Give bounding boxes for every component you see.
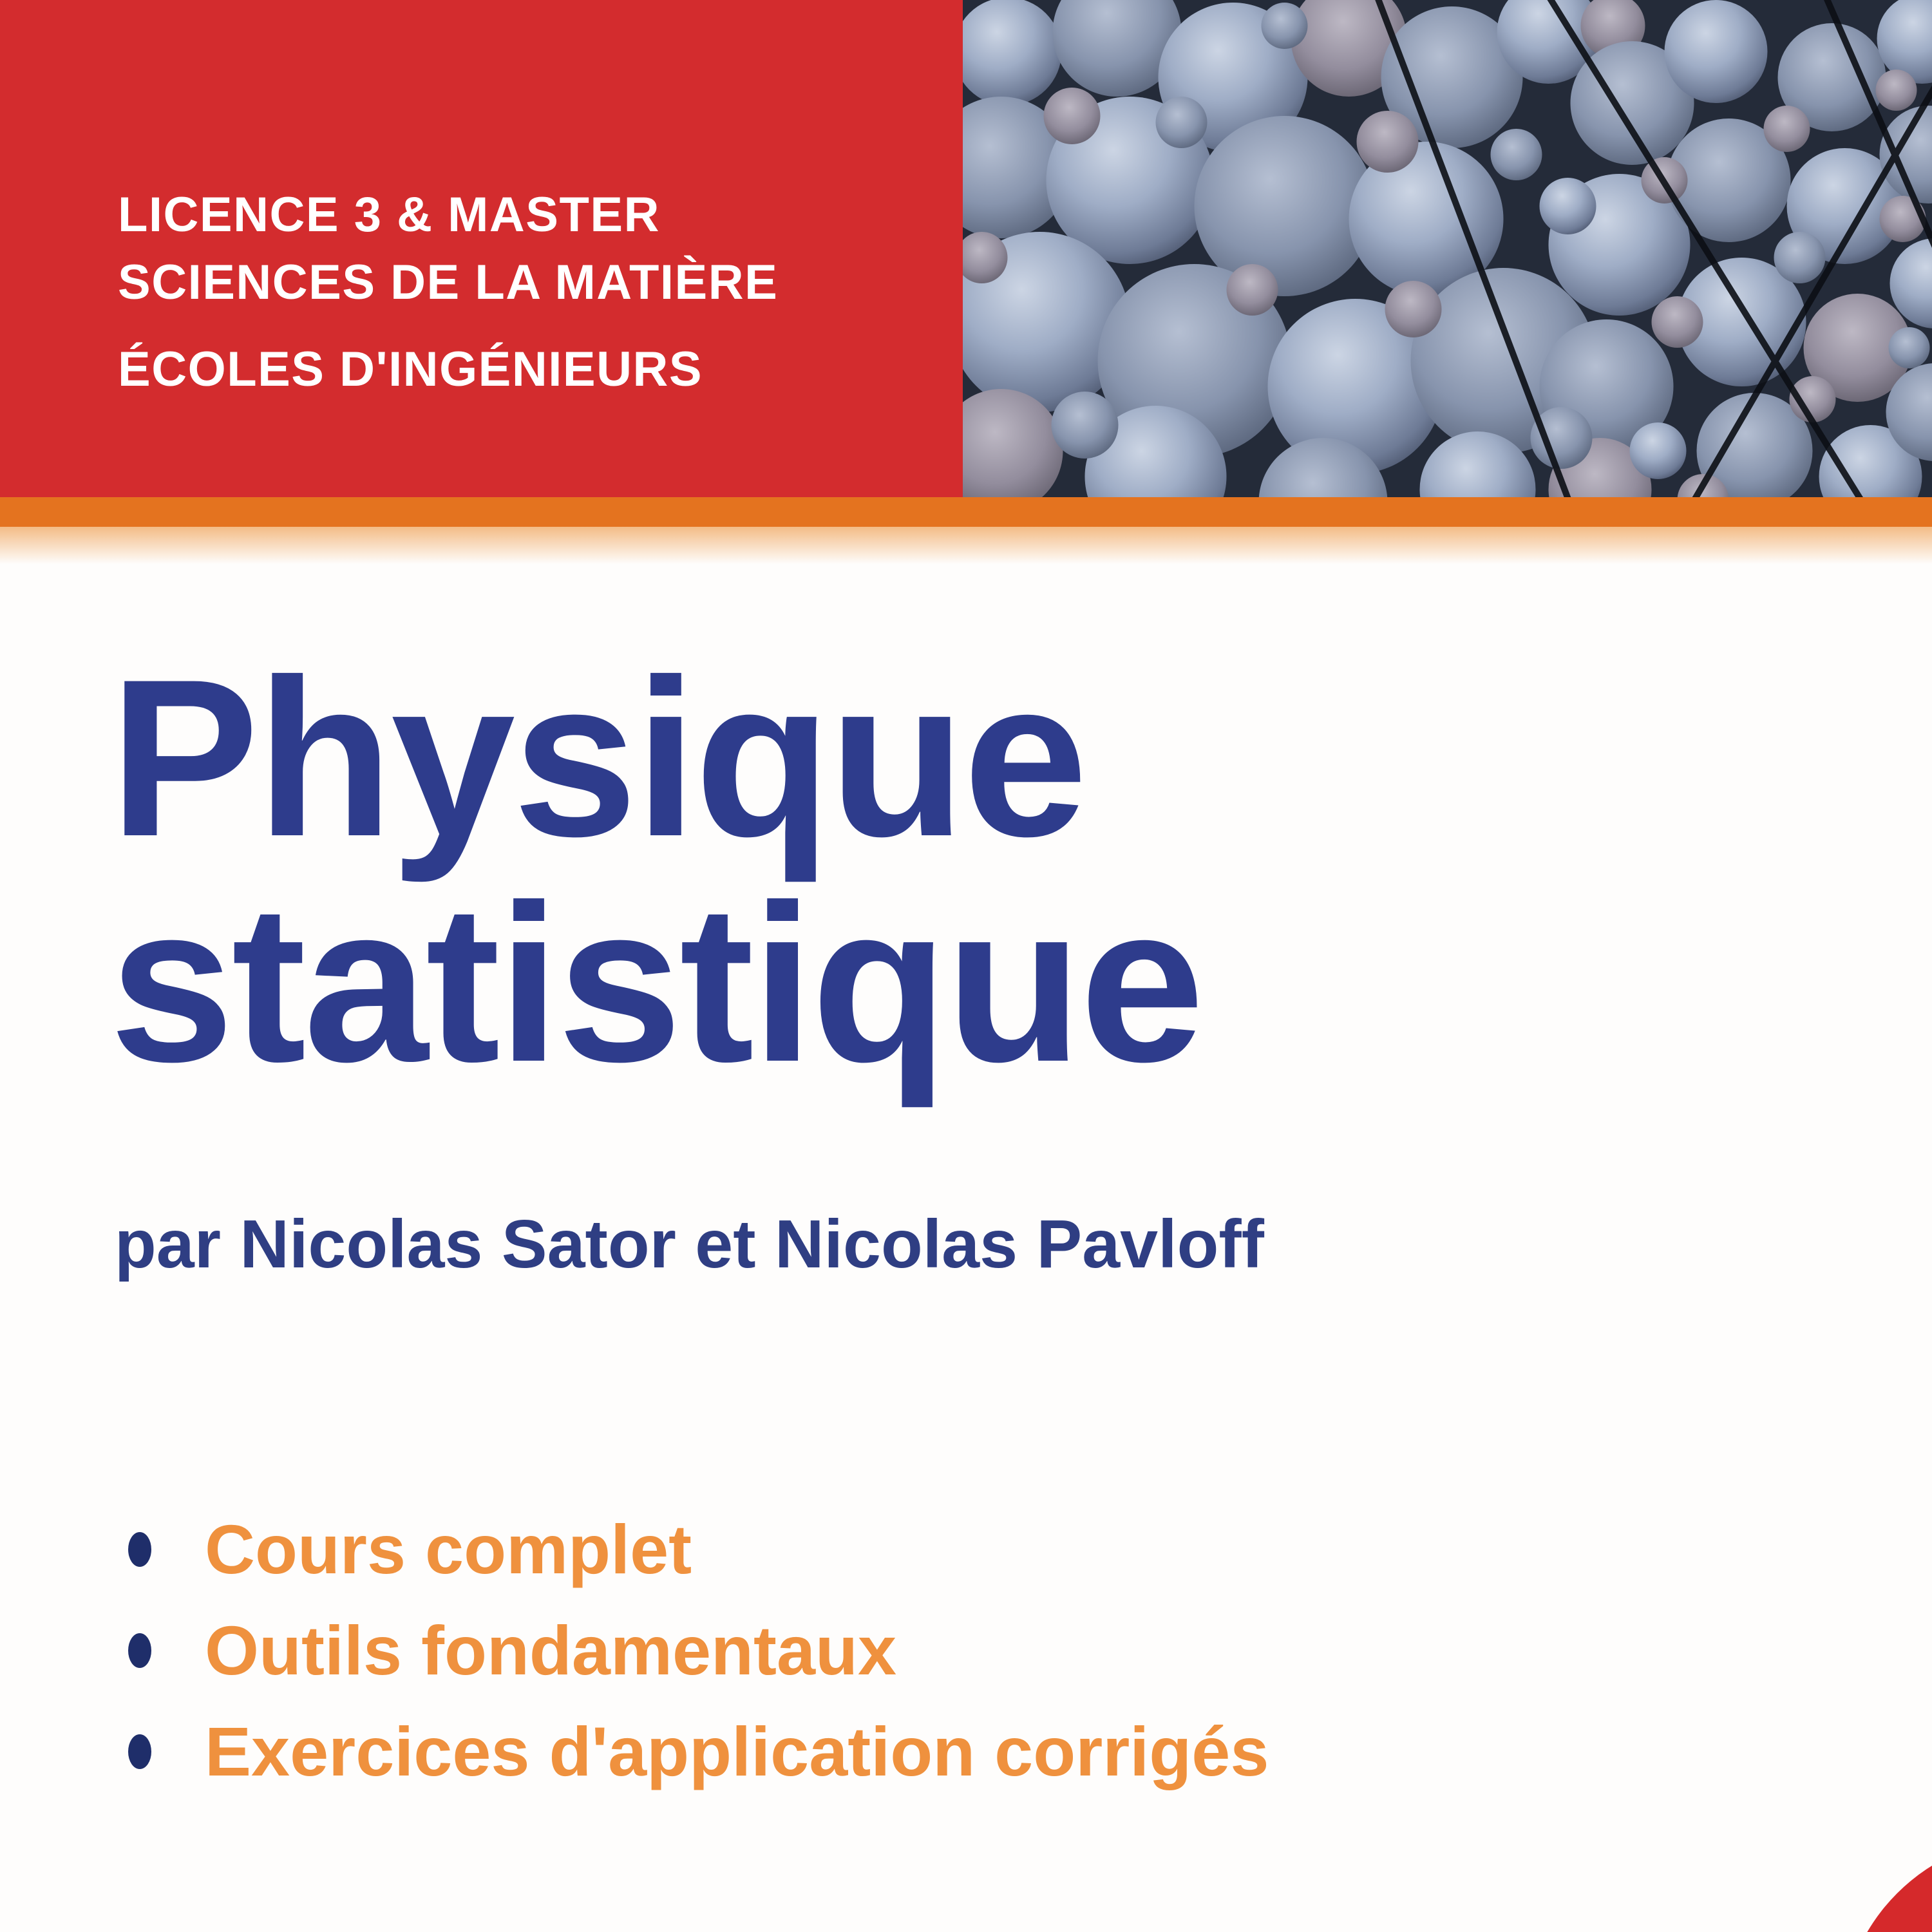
author-line: par Nicolas Sator et Nicolas Pavloff	[115, 1206, 1264, 1282]
feature-item-exercices	[128, 1713, 1269, 1791]
feature-label: Exercices d'application corrigés	[205, 1712, 1269, 1790]
category-banner	[0, 0, 963, 497]
book-title-line1: Physique	[109, 632, 1086, 883]
orange-divider-fade	[0, 527, 1932, 564]
feature-label: Outils fondamentaux	[205, 1611, 897, 1689]
banner-line-ecoles: ÉCOLES D'INGÉNIEURS	[118, 342, 703, 397]
category-banner-text	[118, 187, 779, 397]
bullet-icon	[128, 1532, 151, 1567]
publisher-logo-circle	[1841, 1837, 1932, 1932]
orange-divider	[0, 497, 1932, 527]
spheres-photo	[963, 0, 1932, 497]
bullet-icon	[128, 1633, 151, 1668]
bullet-icon	[128, 1734, 151, 1769]
banner-line-licence: LICENCE 3 & MASTER	[118, 187, 660, 242]
banner-line-sciences: SCIENCES DE LA MATIÈRE	[118, 255, 779, 310]
book-title	[109, 632, 1202, 1108]
feature-list	[128, 1511, 1269, 1814]
book-title-line2: statistique	[109, 858, 1202, 1108]
feature-item-outils	[128, 1612, 1269, 1690]
spheres-photo-illustration	[963, 0, 1932, 497]
feature-item-cours	[128, 1511, 1269, 1589]
feature-label: Cours complet	[205, 1510, 692, 1588]
